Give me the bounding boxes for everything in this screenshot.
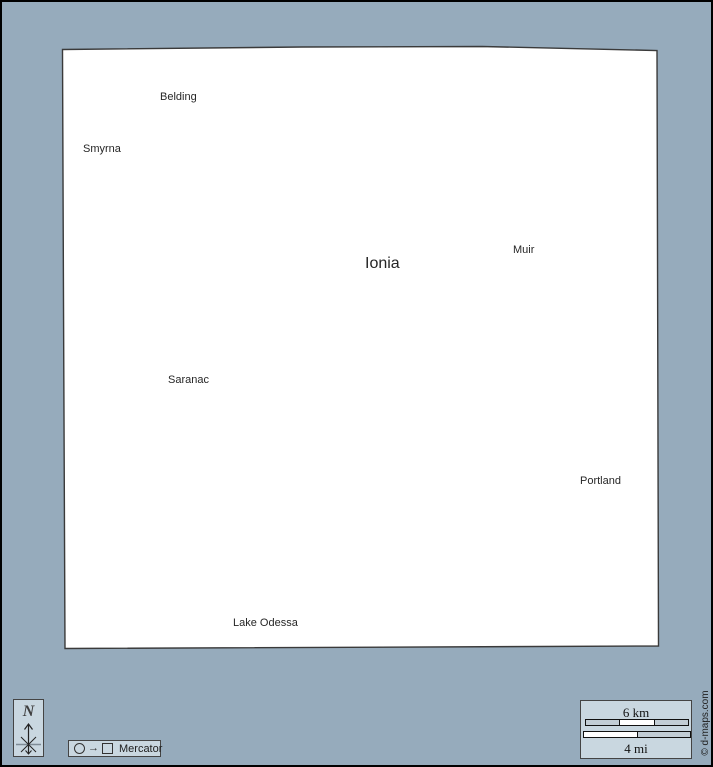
city-label: Muir	[513, 244, 535, 256]
plane-icon	[102, 743, 113, 754]
scale-segment	[637, 732, 691, 737]
projection-label: Mercator	[119, 742, 163, 755]
north-label: N	[22, 703, 35, 720]
arrow-right-icon: →	[88, 741, 99, 754]
scale-bar-mi	[583, 731, 691, 738]
county-shape	[63, 47, 659, 649]
scale-mi-label: 4 mi	[624, 741, 648, 756]
city-label: Lake Odessa	[233, 617, 298, 629]
projection-box	[68, 740, 161, 757]
city-label: Portland	[580, 475, 621, 487]
copyright-credit: © d-maps.com	[700, 690, 711, 756]
scale-km-label: 6 km	[622, 705, 650, 720]
sphere-icon	[74, 743, 85, 754]
scale-segment	[586, 720, 619, 725]
scale-bar-km	[585, 719, 689, 726]
compass-box	[13, 699, 44, 757]
city-label: Saranac	[168, 374, 209, 386]
scale-segment	[619, 720, 653, 725]
city-label: Smyrna	[83, 143, 121, 155]
north-arrow-icon	[15, 720, 42, 756]
scale-box	[580, 700, 692, 759]
scale-segment	[584, 732, 637, 737]
city-label: Belding	[160, 91, 197, 103]
city-label: Ionia	[365, 255, 400, 272]
scale-segment	[654, 720, 688, 725]
county-map	[2, 2, 713, 767]
